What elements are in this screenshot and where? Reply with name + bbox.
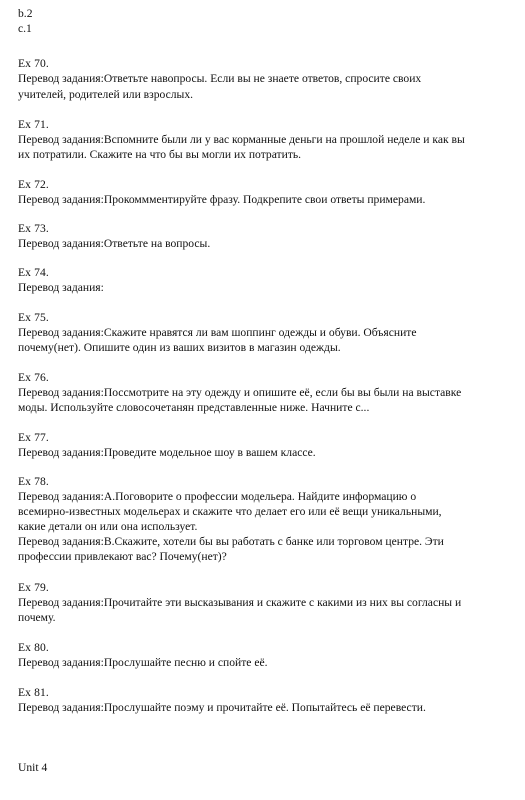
exercise-title: Ex 70. [18, 57, 49, 70]
exercise-text: всемирно-известных модельерах и скажите что делает его или её вещи уникальными, [18, 505, 442, 518]
exercise-text: Перевод задания:Прочитайте эти высказывания и скажите с какими из них вы согласны и [18, 596, 462, 609]
exercise-text: Перевод задания:Поссмотрите на эту одежду и опишите её, если бы вы были на выставке [18, 386, 462, 399]
book-label: b.2 [18, 7, 33, 20]
exercise-text: Перевод задания:Прослушайте поэму и прочитайте её. Попытайтесь её перевести. [18, 701, 426, 714]
exercise-text: профессии привлекают вас? Почему(нет)? [18, 550, 227, 563]
exercise-title: Ex 76. [18, 371, 49, 384]
exercise-text: Перевод задания:Прослушайте песню и спойте её. [18, 656, 268, 669]
exercise-text: Перевод задания:В.Скажите, хотели бы вы работать с банке или торговом центре. Эти [18, 535, 444, 548]
exercise-title: Ex 72. [18, 178, 49, 191]
exercise-text: их потратили. Скажите на что бы вы могли их потратить. [18, 148, 302, 161]
exercise-title: Ex 81. [18, 686, 49, 699]
exercise-text: учителей, родителей или взрослых. [18, 88, 194, 101]
exercise-title: Ex 80. [18, 641, 49, 654]
exercise-text: почему. [18, 611, 56, 624]
exercise-title: Ex 75. [18, 311, 49, 324]
exercise-text: Перевод задания:Вспомните были ли у вас корманные деньги на прошлой неделе и как вы [18, 133, 465, 146]
unit-label: Unit 4 [18, 761, 48, 774]
exercise-title: Ex 73. [18, 222, 49, 235]
exercise-title: Ex 78. [18, 475, 49, 488]
exercise-text: Перевод задания:Прокоммментируйте фразу. Подкрепите свои ответы примерами. [18, 193, 426, 206]
exercise-text: моды. Используйте словосочетанян представленные ниже. Начните с... [18, 401, 370, 414]
exercise-text: Перевод задания:Ответьте на вопросы. [18, 237, 211, 250]
exercise-text: Перевод задания:Ответьте навопросы. Если вы не знаете ответов, спросите своих [18, 72, 422, 85]
exercise-text: Перевод задания:Проведите модельное шоу в вашем классе. [18, 446, 316, 459]
chapter-label: c.1 [18, 22, 32, 35]
exercise-text: почему(нет). Опишите один из ваших визитов в магазин одежды. [18, 341, 341, 354]
exercise-text: Перевод задания:Скажите нравятся ли вам шоппинг одежды и обуви. Объясните [18, 326, 417, 339]
exercise-title: Ex 74. [18, 266, 49, 279]
exercise-title: Ex 71. [18, 118, 49, 131]
exercise-text: какие детали он или она использует. [18, 520, 198, 533]
exercise-title: Ex 79. [18, 581, 49, 594]
exercise-text: Перевод задания:А.Поговорите о профессии модельера. Найдите информацию о [18, 490, 417, 503]
exercise-text: Перевод задания: [18, 281, 104, 294]
exercise-title: Ex 77. [18, 431, 49, 444]
